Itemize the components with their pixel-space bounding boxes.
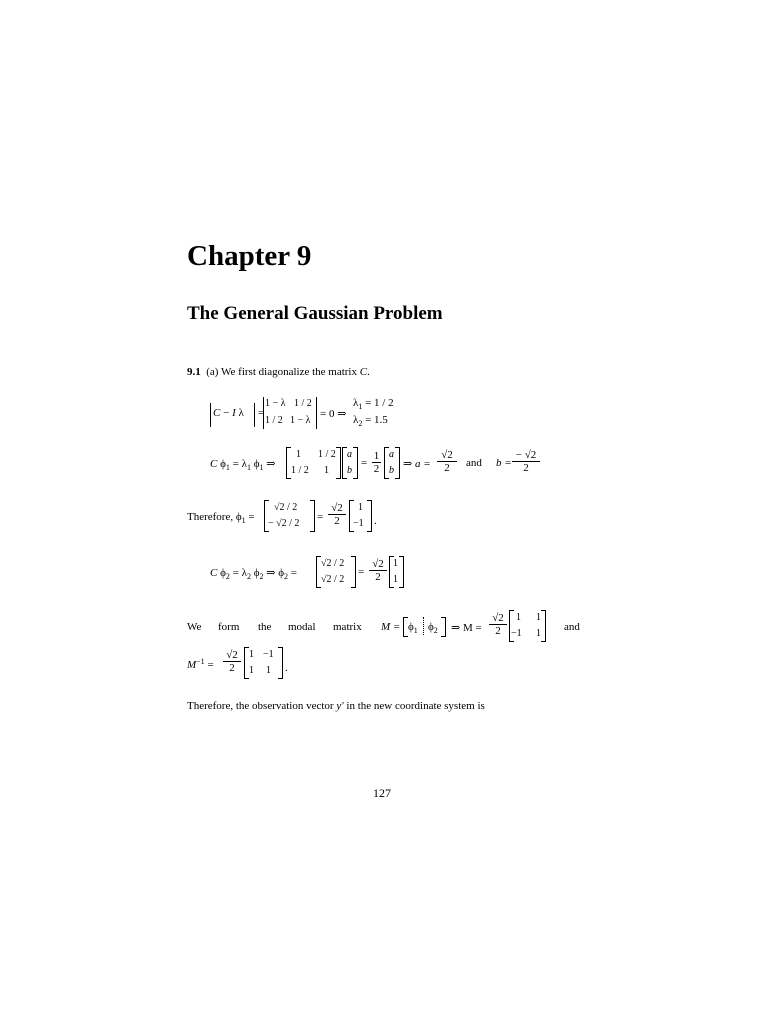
eq5-m12: 1 xyxy=(536,612,541,623)
eq6-lhs: $M^{-1}$ = xyxy=(187,657,214,671)
eq6-m11: 1 xyxy=(249,649,254,660)
det-m12: 1 / 2 xyxy=(294,398,312,409)
eq2-half: $\frac{1}{2}$ xyxy=(373,450,380,475)
eq4-lhs: C $\phi_2 = \lambda_2$ $\phi_2$ ⇒ $\phi_2$ = xyxy=(210,567,297,581)
lambda-1: $\lambda_1 = 1 / 2$ xyxy=(353,397,394,411)
eq6-end: . xyxy=(285,662,288,674)
eq5-phi2: $\phi_2$ xyxy=(428,621,438,635)
eq2-va2: a xyxy=(389,449,394,460)
eq3-v2: − √2 / 2 xyxy=(268,518,300,529)
intro-end: . xyxy=(367,366,370,378)
det-m22: 1 − λ xyxy=(290,415,311,426)
matrix-symbol: C xyxy=(359,366,368,378)
eq2-m21: 1 / 2 xyxy=(291,465,309,476)
eq2-a-frac: $\frac{√2}{2}$ xyxy=(437,449,457,474)
page-number: 127 xyxy=(373,786,391,800)
eq5-implies: ⇒ M = xyxy=(451,622,482,634)
eq3-end: . xyxy=(374,515,377,527)
eq5-phi1: $\phi_1$ xyxy=(408,621,418,635)
eq6-m21: 1 xyxy=(249,665,254,676)
eq2-b-eq: b = xyxy=(496,457,512,469)
eq4-w2: 1 xyxy=(393,574,398,585)
eq5-m-eq: M = xyxy=(381,621,401,633)
det-eq-zero: = 0 ⇒ xyxy=(320,408,347,420)
eq5-word-we: We xyxy=(187,621,202,633)
eq5-word-the: the xyxy=(258,621,272,633)
eq2-equals: = xyxy=(361,457,368,469)
eq3-v1: √2 / 2 xyxy=(274,502,298,513)
eq4-v1: √2 / 2 xyxy=(321,558,345,569)
eq5-word-matrix: matrix xyxy=(333,621,362,633)
eq4-w1: 1 xyxy=(393,558,398,569)
chapter-title: Chapter 9 xyxy=(187,240,312,272)
eq2-va: a xyxy=(347,449,352,460)
det-lhs: C − I λ xyxy=(213,407,244,419)
lambda-2: $\lambda_2 = 1.5$ xyxy=(353,414,388,428)
problem-number: 9.1 xyxy=(187,366,201,378)
eq5-word-form: form xyxy=(218,621,240,633)
eq6-m12: −1 xyxy=(263,649,274,660)
problem-part: (a) xyxy=(206,366,219,378)
eq4-frac: $\frac{√2}{2}$ xyxy=(369,558,387,583)
det-m11: 1 − λ xyxy=(265,398,286,409)
eq2-b-frac: $\frac{- √2}{2}$ xyxy=(512,449,540,474)
section-title: The General Gaussian Problem xyxy=(187,303,443,324)
closing-line: Therefore, the observation vector y′ in the new coordinate system is xyxy=(187,700,485,712)
eq2-and: and xyxy=(466,457,482,469)
eq2-a-eq: ⇒ a = xyxy=(403,458,431,470)
eq3-frac: $\frac{√2}{2}$ xyxy=(328,502,346,527)
eq6-m22: 1 xyxy=(266,665,271,676)
eq6-frac: $\frac{√2}{2}$ xyxy=(223,649,241,674)
det-m21: 1 / 2 xyxy=(265,415,283,426)
eq2-lhs: C $\phi_1 = \lambda_1$ $\phi_1$ ⇒ xyxy=(210,458,276,472)
eq2-vb2: b xyxy=(389,465,394,476)
eq2-vb: b xyxy=(347,465,352,476)
det-equals: = xyxy=(258,407,265,419)
eq4-equals: = xyxy=(358,566,365,578)
eq2-m11: 1 xyxy=(296,449,301,460)
eq5-m11: 1 xyxy=(516,612,521,623)
eq5-m21: −1 xyxy=(511,628,522,639)
problem-intro xyxy=(187,366,370,378)
eq5-m22: 1 xyxy=(536,628,541,639)
eq3-w2: −1 xyxy=(353,518,364,529)
eq2-m12: 1 / 2 xyxy=(318,449,336,460)
eq2-m22: 1 xyxy=(324,465,329,476)
eq5-frac: $\frac{√2}{2}$ xyxy=(489,612,507,637)
eq5-and: and xyxy=(564,621,580,633)
eq3-w1: 1 xyxy=(358,502,363,513)
eq4-v2: √2 / 2 xyxy=(321,574,345,585)
eq3-lhs: Therefore, $\phi_1$ = xyxy=(187,511,255,525)
problem-intro-text: We first diagonalize the matrix xyxy=(221,366,357,378)
eq5-word-modal: modal xyxy=(288,621,316,633)
eq3-equals: = xyxy=(317,511,324,523)
